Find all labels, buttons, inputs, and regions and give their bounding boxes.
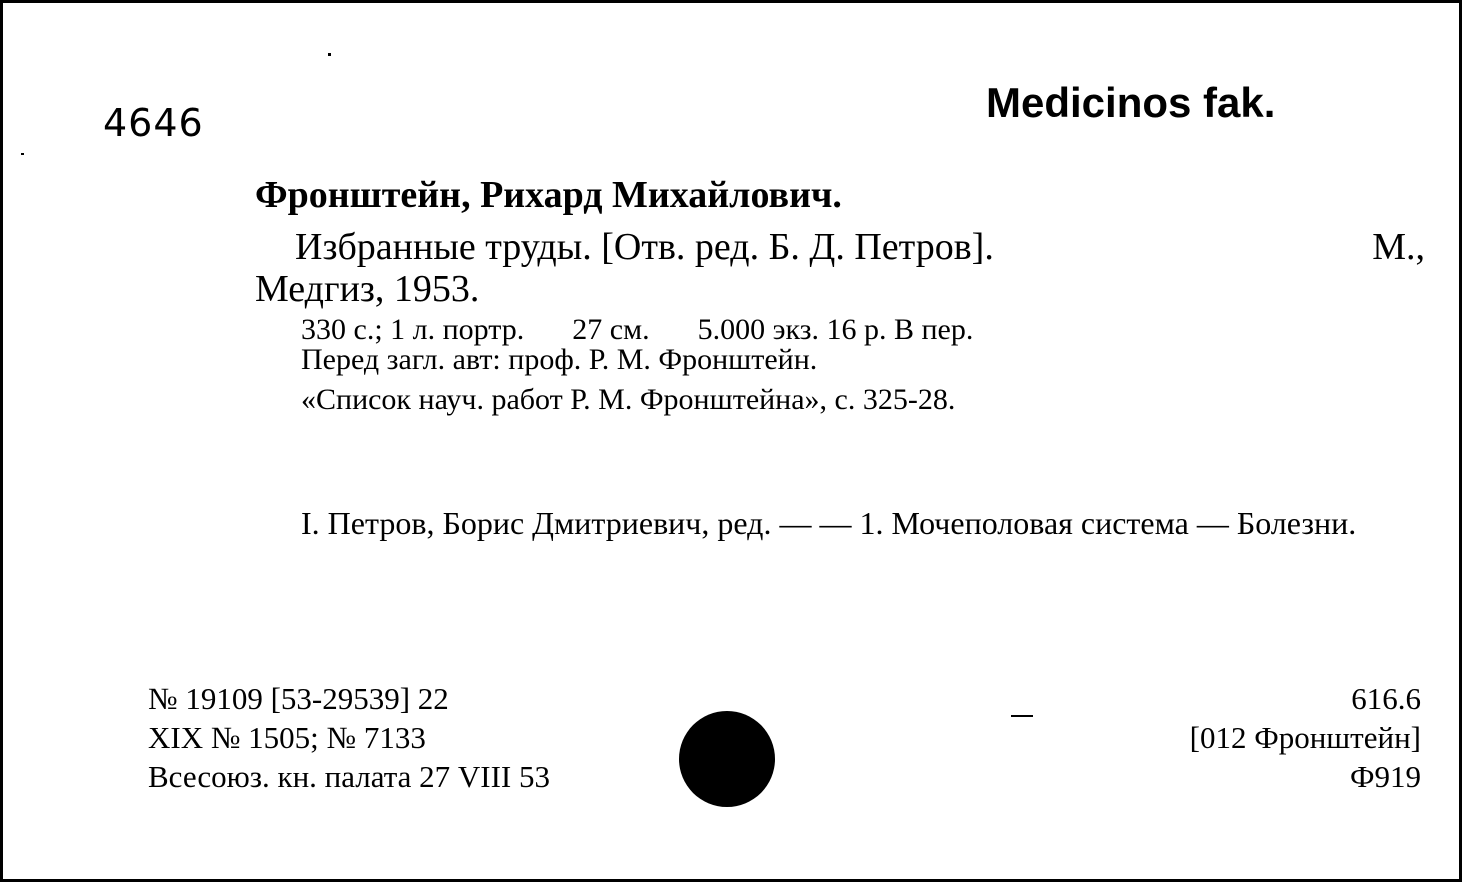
note-bibliography: «Список науч. работ Р. М. Фронштейна», с. 325-28. bbox=[301, 383, 956, 416]
title-main: Избранные труды. [Отв. ред. Б. Д. Петров]. bbox=[295, 226, 994, 268]
tracings bbox=[255, 503, 1425, 543]
physical-description bbox=[301, 313, 973, 347]
publisher-line: Медгиз, 1953. bbox=[255, 268, 480, 310]
classification-line-2: [012 Фронштейн] bbox=[1189, 720, 1421, 755]
library-stamp: Medicinos fak. bbox=[986, 79, 1276, 126]
pages-info: 330 с.; 1 л. портр. bbox=[301, 313, 525, 346]
registration-line-2: XIX № 1505; № 7133 bbox=[148, 720, 426, 755]
classification-info bbox=[1190, 679, 1421, 796]
copies-info: 5.000 экз. 16 р. В пер. bbox=[697, 313, 974, 346]
tracings-text: I. Петров, Борис Дмитриевич, ред. — — 1. Мочеполовая система — Болезни. bbox=[301, 505, 1357, 541]
handwritten-number: 4646 bbox=[103, 101, 204, 145]
title-place: М., bbox=[1372, 226, 1425, 268]
note-author: Перед загл. авт: проф. Р. М. Фронштейн. bbox=[301, 343, 818, 376]
registration-info bbox=[148, 679, 550, 796]
size-info: 27 см. bbox=[572, 313, 650, 346]
registration-line-1: № 19109 [53-29539] 22 bbox=[148, 681, 449, 716]
registration-line-3: Всесоюз. кн. палата 27 VIII 53 bbox=[148, 759, 551, 794]
classification-line-3: Ф919 bbox=[1350, 759, 1421, 794]
punch-hole bbox=[679, 711, 775, 807]
dust-speck bbox=[21, 153, 24, 155]
classification-line-1: 616.6 bbox=[1351, 681, 1421, 716]
author-heading: Фронштейн, Рихард Михайлович. bbox=[255, 174, 842, 216]
dust-speck bbox=[1011, 715, 1033, 717]
dust-speck bbox=[328, 53, 331, 56]
